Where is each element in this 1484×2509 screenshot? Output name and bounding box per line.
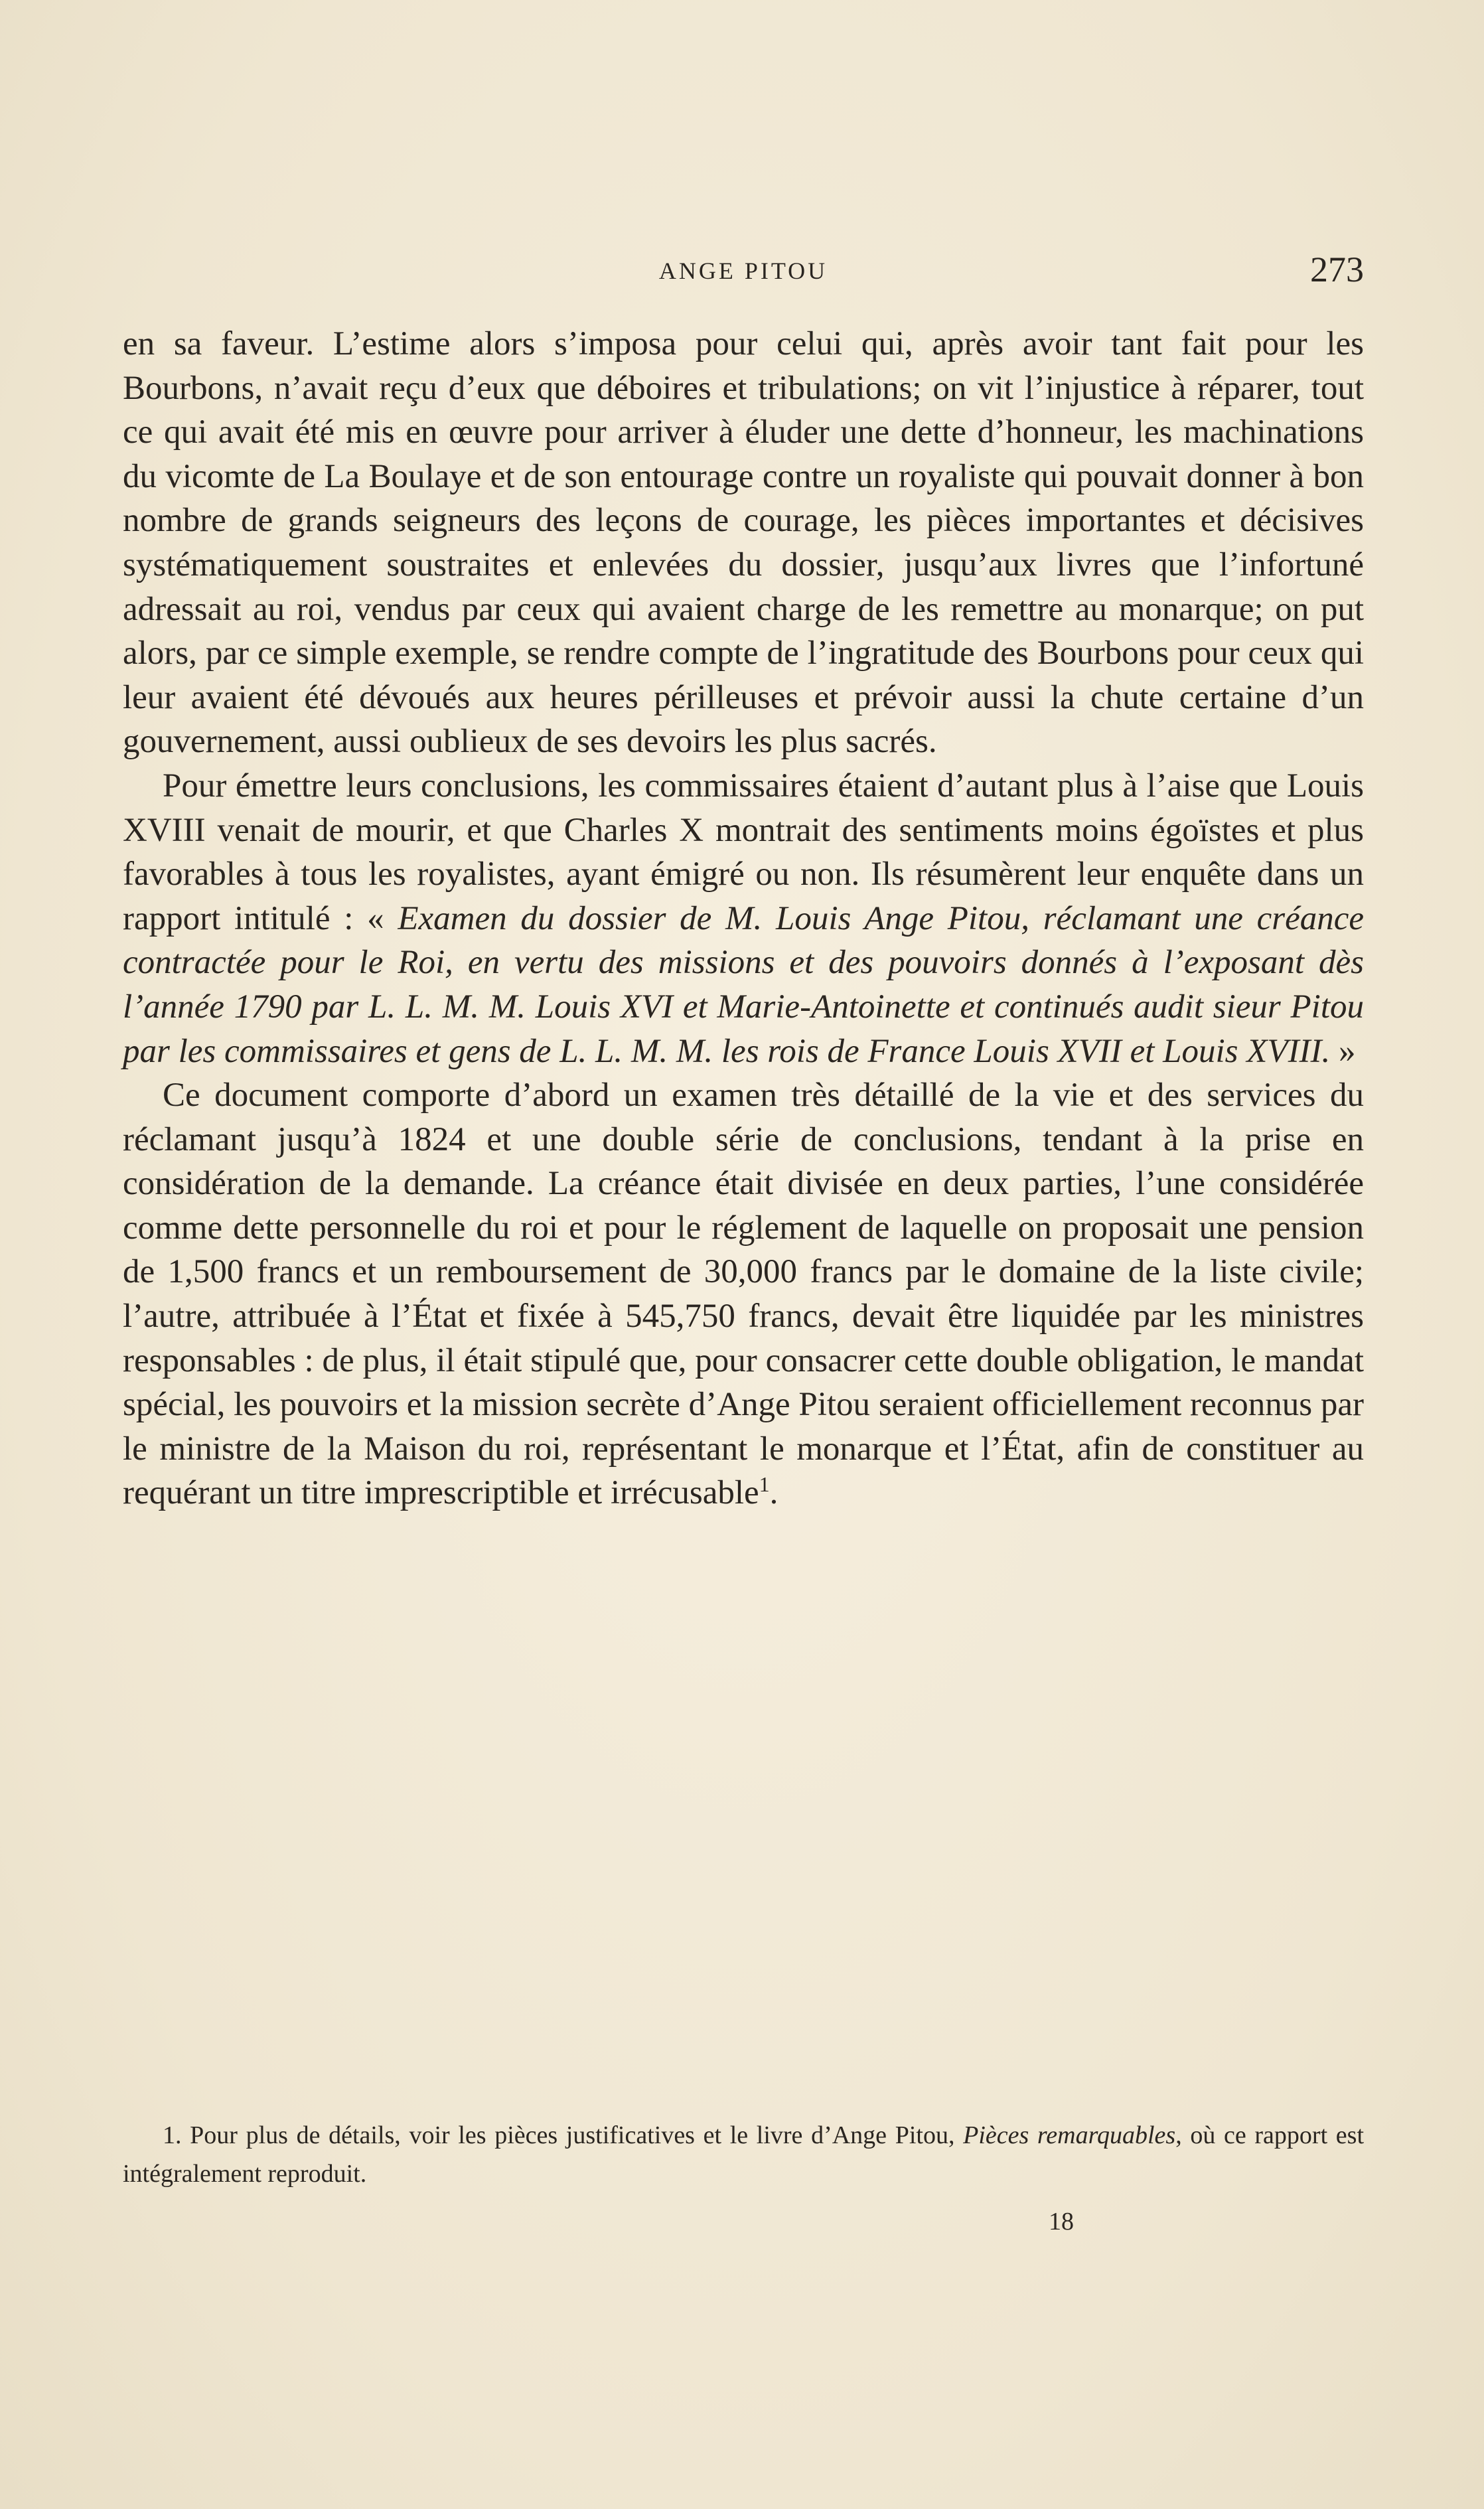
footnote-text xyxy=(123,2116,1364,2193)
footnote xyxy=(123,2116,1364,2193)
paragraph-2 xyxy=(123,764,1364,1073)
running-title: ANGE PITOU xyxy=(658,258,828,284)
paragraph-2-intro: Pour émettre leurs conclusions, les commissaires étaient d’autant plus à l’aise que Louis XVIII venait de mourir, et que Charles X montrait des sentiments moins égoïstes et plus favorables à tous les royalistes, ayant émigré ou non. Ils résumèrent leur enquête dans un rapport intitulé : « xyxy=(123,767,1364,937)
footnote-number: 1. xyxy=(163,2121,182,2149)
paragraph-3-end: . xyxy=(769,1474,779,1512)
page-number: 273 xyxy=(1310,250,1364,289)
paragraph-3-text: Ce document comporte d’abord un examen très détaillé de la vie et des services du réclamant jusqu’à 1824 et une double série de conclusions, tendant à la prise en considération de la demande. La créance était divisée en deux parties, l’une considérée comme dette personnelle du roi et pour le réglement de laquelle on proposait une pension de 1,500 francs et un remboursement de 30,000 francs par le domaine de la liste civile; l’autre, attribuée à l’État et fixée à 545,750 francs, devait être liquidée par les ministres responsables : de plus, il était stipulé que, pour consacrer cette double obligation, le mandat spécial, les pouvoirs et la mission secrète d’Ange Pitou seraient officiellement reconnus par le ministre de la Maison du roi, représentant le monarque et l’État, afin de constituer au requérant un titre imprescriptible et irrécusable xyxy=(123,1077,1364,1512)
footnote-text-before: Pour plus de détails, voir les pièces justificatives et le livre d’Ange Pitou, xyxy=(181,2121,964,2149)
signature-mark: 18 xyxy=(1049,2208,1074,2236)
report-title: Examen du dossier de M. Louis Ange Pitou, réclamant une créance contractée pour le Roi, en vertu des missions et des pouvoirs donnés à l’exposant dès l’année 1790 par L. L. M. M. Louis XVI et Marie-Antoinette et continués audit sieur Pitou par les commissaires et gens de L. L. M. M. les rois de France Louis XVII et Louis XVIII. xyxy=(123,899,1364,1070)
footnote-text-after: , où ce rapport est intégralement reproduit. xyxy=(123,2121,1364,2188)
paragraph-1: en sa faveur. L’estime alors s’imposa pour celui qui, après avoir tant fait pour les Bourbons, n’avait reçu d’eux que déboires et tribulations; on vit l’injustice à réparer, tout ce qui avait été mis en œuvre pour arriver à éluder une dette d’honneur, les machinations du vicomte de La Boulaye et de son entourage contre un royaliste qui pouvait donner à bon nombre de grands seigneurs des leçons de courage, les pièces importantes et décisives systématiquement soustraites et enlevées du dossier, jusqu’aux livres que l’infortuné adressait au roi, vendus par ceux qui avaient charge de les remettre au monarque; on put alors, par ce simple exemple, se rendre compte de l’ingratitude des Bourbons pour ceux qui leur avaient été dévoués aux heures périlleuses et prévoir aussi la chute certaine d’un gouvernement, aussi oublieux de ses devoirs les plus sacrés. xyxy=(123,325,1364,761)
footnote-reference: 1 xyxy=(759,1472,770,1497)
running-head xyxy=(123,249,1364,295)
body-text xyxy=(123,322,1364,1515)
paragraph-3 xyxy=(123,1073,1364,1515)
footnote-italic-title: Pièces remarquables xyxy=(963,2121,1176,2149)
paragraph-2-close: » xyxy=(1330,1032,1356,1070)
